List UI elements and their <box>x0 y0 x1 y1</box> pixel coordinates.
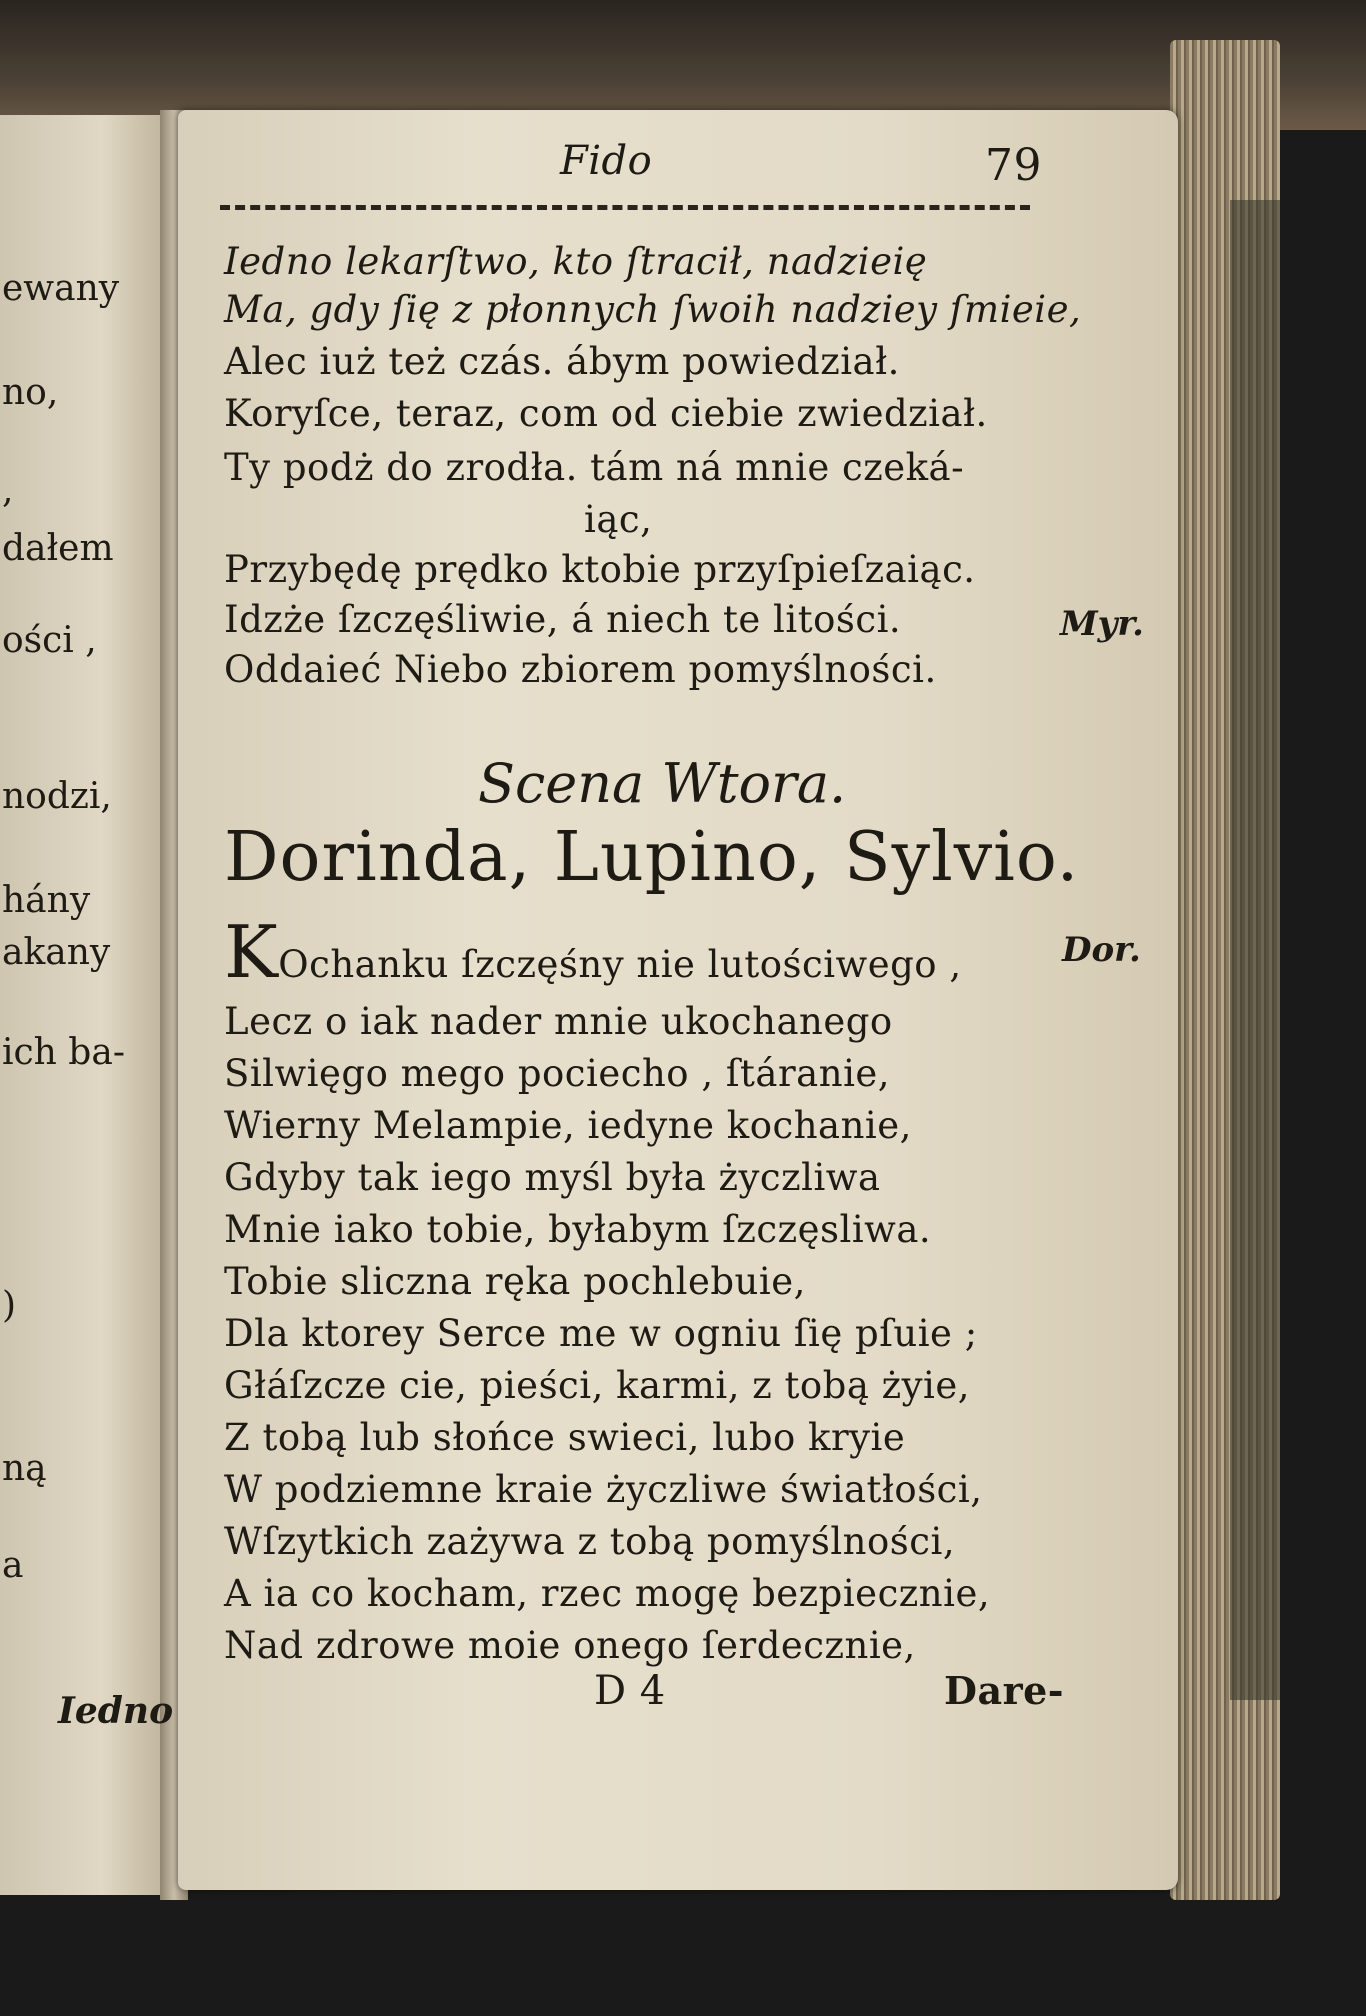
left-fragment: hány <box>2 880 91 921</box>
verse-line: Mnie iako tobie, byłabym ſzczęsliwa. <box>224 1208 932 1251</box>
left-fragment: ości , <box>2 620 97 661</box>
verse-line: iąc, <box>584 498 653 541</box>
left-fragment: akany <box>2 932 111 973</box>
verse-line: Tobie sliczna ręka pochlebuie, <box>224 1260 806 1303</box>
left-fragment: a <box>2 1545 24 1586</box>
left-fragment: nodzi, <box>2 776 112 817</box>
verse-line: Przybędę prędko ktobie przyſpieſzaiąc. <box>224 548 976 591</box>
left-fragment: dałem <box>2 528 114 569</box>
speaker-label: Myr. <box>1060 604 1145 644</box>
verse-line: Wierny Melampie, iedyne kochanie, <box>224 1104 912 1147</box>
verse-line: Silwięgo mego pociecho , ſtáranie, <box>224 1052 891 1095</box>
verse-line: Alec iuż też czás. ábym powiedział. <box>224 340 900 383</box>
scene-characters: Dorinda, Lupino, Sylvio. <box>224 818 1080 897</box>
verse-line: W podziemne kraie życzliwe światłości, <box>224 1468 983 1511</box>
drop-cap: K <box>224 910 279 994</box>
speaker-label: Dor. <box>1062 930 1141 970</box>
verse-line: Idzże ſzczęśliwie, á niech te litości. <box>224 598 902 641</box>
book-cover-shadow <box>1230 200 1280 1700</box>
verse-line: Iedno lekarſtwo, kto ſtracił, nadzieię <box>224 240 928 283</box>
page-number: 79 <box>985 140 1042 191</box>
verse-line: Wſzytkich zażywa z tobą pomyślności, <box>224 1520 956 1563</box>
verse-line: Lecz o iak nader mnie ukochanego <box>224 1000 893 1043</box>
verse-line: Dla ktorey Serce me w ogniu ſię pſuie ; <box>224 1312 978 1355</box>
running-title: Fido <box>560 138 653 184</box>
left-fragment: , <box>2 470 14 511</box>
left-fragment: ną <box>2 1448 47 1489</box>
verse-line: Koryſce, teraz, com od ciebie zwiedział. <box>224 392 988 435</box>
scene-title: Scena Wtora. <box>478 752 847 815</box>
verse-line: Z tobą lub słońce swieci, lubo kryie <box>224 1416 906 1459</box>
catchword: Dare- <box>944 1668 1065 1713</box>
left-fragment: ich ba- <box>2 1032 125 1073</box>
first-line-rest: Ochanku ſzczęśny nie lutościwego , <box>278 943 962 986</box>
left-fragment: no, <box>2 372 59 413</box>
signature-mark: D 4 <box>594 1668 666 1714</box>
verse-line: Głáſzcze cie, pieści, karmi, z tobą żyie, <box>224 1364 971 1407</box>
header-rule <box>220 205 1030 210</box>
left-fragment: ) <box>2 1285 17 1326</box>
verse-line-first <box>224 910 962 994</box>
verse-line: Ty podż do zrodła. tám ná mnie czeká- <box>224 446 965 489</box>
verse-line: Ma, gdy ſię z płonnych ſwoih nadziey ſmieie, <box>224 288 1082 331</box>
verse-line: Oddaieć Niebo zbiorem pomyślności. <box>224 648 937 691</box>
verse-line: Gdyby tak iego myśl była życzliwa <box>224 1156 881 1199</box>
left-catchword: Iedno <box>58 1690 174 1732</box>
left-fragment: ewany <box>2 268 120 309</box>
verse-line: A ia co kocham, rzec mogę bezpiecznie, <box>224 1572 991 1615</box>
verse-line: Nad zdrowe moie onego ſerdecznie, <box>224 1624 916 1667</box>
